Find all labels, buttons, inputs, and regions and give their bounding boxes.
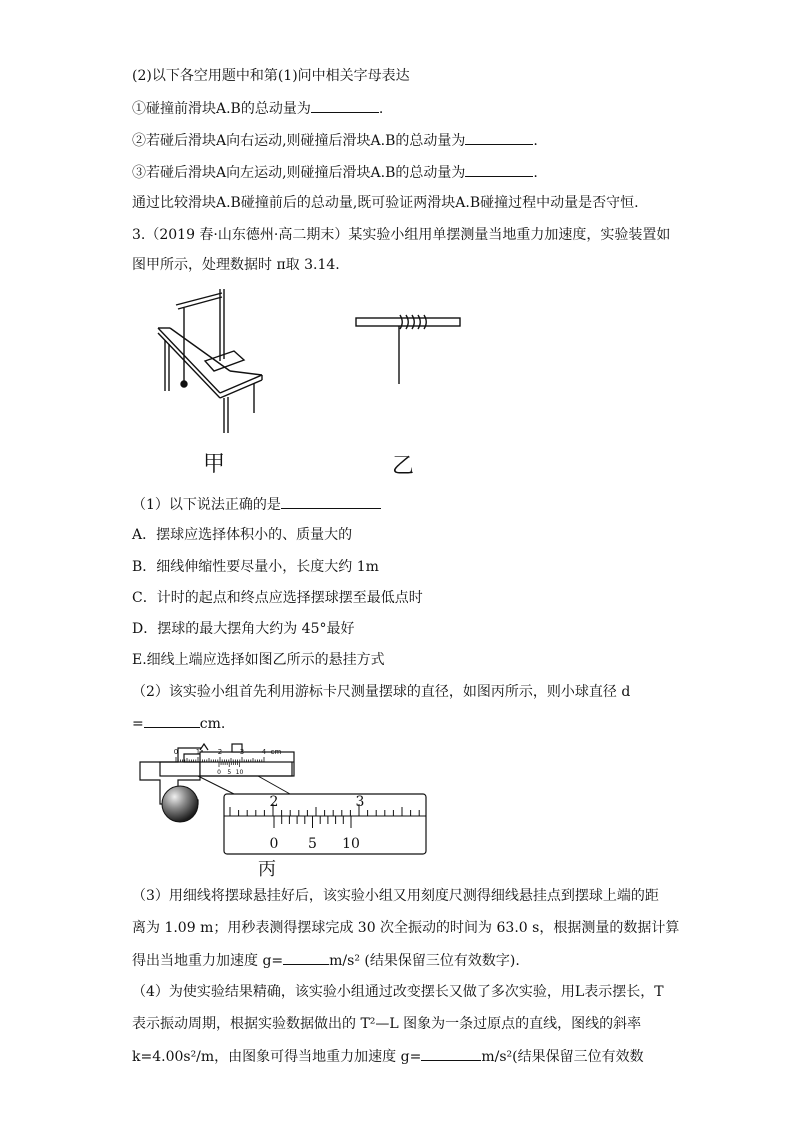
problem3-header: 3.（2019 春·山东德州·高二期末）某实验小组用单摆测量当地重力加速度，实验装置如 — [132, 227, 671, 243]
option-a: A．摆球应选择体积小的、质量大的 — [132, 527, 353, 543]
unit-text: cm. — [199, 716, 226, 732]
unit-text: m/s²(结果保留三位有效数 — [481, 1049, 644, 1065]
subquestion-4-line2: 表示振动周期，根据实验数据做出的 T²—L 图象为一条过原点的直线，图线的斜率 — [132, 1016, 642, 1032]
main-scale-label: 3 — [239, 748, 245, 756]
magnified-main-label: 2 — [269, 794, 279, 810]
main-scale-label: 1 — [195, 748, 201, 756]
answer-blank[interactable] — [421, 1046, 481, 1061]
option-d: D．摆球的最大摆角大约为 45°最好 — [132, 621, 355, 637]
figure-label-bing: 丙 — [258, 859, 276, 880]
part2-heading: (2)以下各空用题中和第(1)问中相关字母表达 — [132, 68, 410, 84]
option-b: B．细线伸缩性要尽量小，长度大约 1m — [132, 559, 379, 575]
subquestion-3-line2: 离为 1.09 m；用秒表测得摆球完成 30 次全振动的时间为 63.0 s，根据测量的数据计算 — [132, 920, 680, 936]
vernier-caliper-figure — [138, 740, 433, 875]
magnified-main-label: 3 — [355, 794, 365, 810]
question-text: ②若碰后滑块A向右运动,则碰撞后滑块A.B的总动量为 — [132, 133, 466, 149]
answer-blank[interactable] — [144, 713, 200, 728]
main-scale-label: 0 — [173, 748, 179, 756]
subquestion-4-line1: （4）为使实验结果精确，该实验小组通过改变摆长又做了多次实验，用L表示摆长，T — [132, 984, 664, 1000]
period: . — [533, 133, 538, 149]
question-text: ③若碰后滑块A向左运动,则碰撞后滑块A.B的总动量为 — [132, 165, 466, 181]
unit-text: m/s² (结果保留三位有效数字). — [329, 953, 520, 969]
period: . — [378, 101, 384, 117]
answer-blank[interactable] — [465, 130, 533, 145]
magnified-vernier-label: 0 — [269, 836, 279, 852]
answer-blank[interactable] — [281, 494, 381, 509]
question-row-1 — [132, 98, 383, 119]
question-text: 得出当地重力加速度 g= — [132, 953, 284, 969]
subquestion-3-line1: （3）用细线将摆球悬挂好后，该实验小组又用刻度尺测得细线悬挂点到摆球上端的距 — [132, 888, 659, 904]
question-row-3 — [132, 162, 538, 183]
conclusion-text: 通过比较滑块A.B碰撞前后的总动量,既可验证两滑块A.B碰撞过程中动量是否守恒. — [132, 195, 639, 211]
subquestion-4-line3 — [132, 1046, 644, 1067]
answer-blank[interactable] — [283, 950, 329, 965]
pendulum-apparatus-figure — [150, 283, 270, 433]
answer-blank[interactable] — [465, 162, 533, 177]
subquestion-1-text: （1）以下说法正确的是 — [132, 497, 281, 513]
option-e: E.细线上端应选择如图乙所示的悬挂方式 — [132, 652, 385, 668]
magnified-vernier-label: 10 — [342, 836, 360, 852]
main-scale-label: 2 — [217, 748, 223, 756]
vernier-scale-label: 10 — [235, 769, 244, 776]
period: . — [533, 165, 538, 181]
subquestion-1 — [132, 494, 381, 515]
question-row-2 — [132, 130, 538, 151]
subquestion-3-line3 — [132, 950, 520, 971]
figure-label-yi: 乙 — [392, 454, 415, 479]
problem3-header-cont: 图甲所示，处理数据时 π取 3.14. — [132, 257, 340, 273]
equals-sign: = — [132, 716, 144, 732]
suspension-method-figure — [354, 312, 464, 387]
vernier-scale-label: 0 — [217, 769, 221, 776]
figure-label-jia: 甲 — [203, 452, 226, 477]
question-text: k=4.00s²/m，由图象可得当地重力加速度 g= — [132, 1049, 422, 1065]
answer-blank[interactable] — [311, 98, 379, 113]
main-scale-label: cm — [270, 748, 282, 756]
magnified-vernier-label: 5 — [308, 836, 317, 852]
vernier-scale-label: 5 — [227, 769, 232, 776]
pendulum-ball — [162, 786, 198, 822]
question-text: ①碰撞前滑块A.B的总动量为 — [132, 101, 311, 117]
subquestion-2-line1: （2）该实验小组首先利用游标卡尺测量摆球的直径，如图丙所示，则小球直径 d — [132, 684, 631, 700]
option-c: C．计时的起点和终点应选择摆球摆至最低点时 — [132, 590, 423, 606]
subquestion-2-line2 — [132, 713, 225, 734]
main-scale-label: 4 — [261, 748, 267, 756]
magnified-scale-box — [224, 794, 426, 854]
